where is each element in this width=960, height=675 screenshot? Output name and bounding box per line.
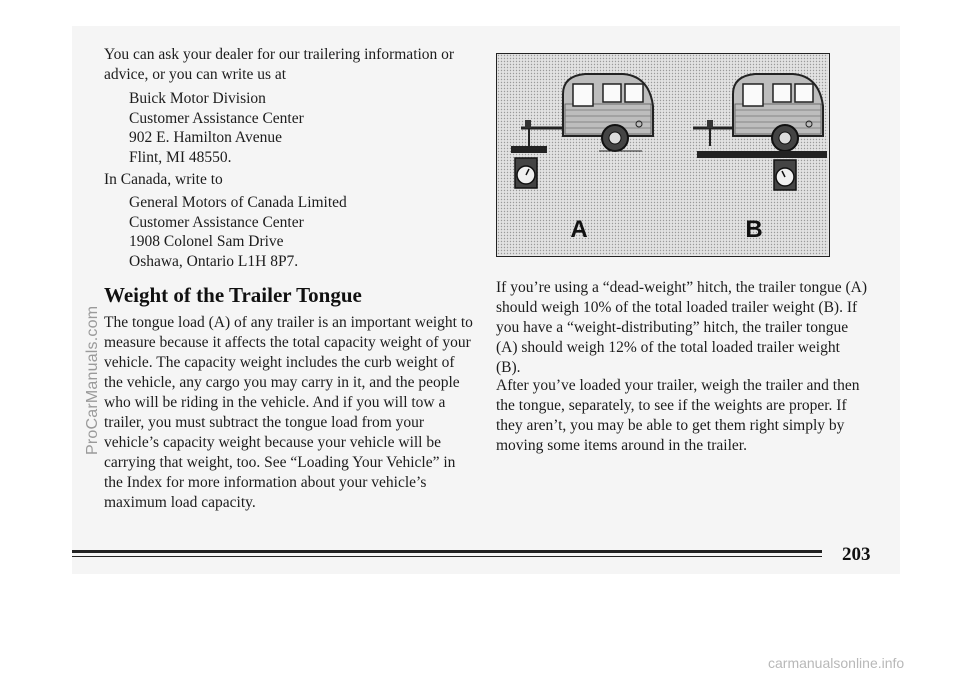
weighing-paragraph: After you’ve loaded your trailer, weigh the trailer and then the tongue, separately, to see if the weights are proper. If they aren’t, you may be able to get them right simply by moving some items around in the trailer.: [496, 377, 860, 454]
address-line: 1908 Colonel Sam Drive: [129, 233, 284, 250]
canada-address: [129, 193, 347, 271]
footer-rule-thin: [72, 556, 822, 557]
address-line: Oshawa, Ontario L1H 8P7.: [129, 252, 299, 270]
us-address: [129, 89, 304, 167]
address-line: Customer Assistance Center: [129, 109, 304, 127]
hitch-weight-paragraph: If you’re using a “dead-weight” hitch, the trailer tongue (A) should weigh 10% of the total loaded trailer weight (B). If you have a “weight-distributing” hitch, the trailer tongue (A) should weigh 12% of the total loaded trailer weight (B).: [496, 279, 867, 376]
address-line: Buick Motor Division: [129, 90, 266, 107]
footer-rule: [72, 550, 822, 553]
trailer-scale-figure: [496, 53, 830, 257]
address-line: Customer Assistance Center: [129, 213, 304, 231]
canada-intro: In Canada, write to: [104, 171, 223, 188]
section-heading: Weight of the Trailer Tongue: [104, 283, 362, 307]
address-line: 902 E. Hamilton Avenue: [129, 129, 282, 146]
page-number: 203: [842, 544, 871, 565]
intro-paragraph: You can ask your dealer for our trailering information or advice, or you can write us at: [104, 46, 455, 83]
side-watermark: ProCarManuals.com: [84, 305, 101, 455]
address-line: General Motors of Canada Limited: [129, 194, 347, 211]
trailer-illustration: [497, 54, 828, 255]
address-line: Flint, MI 48550.: [129, 148, 232, 166]
footer-watermark: carmanualsonline.info: [768, 655, 905, 671]
label-a: A: [570, 216, 588, 243]
tongue-body-paragraph: The tongue load (A) of any trailer is an important weight to measure because it affects the total capacity weight of your vehicle. The capacity weight includes the curb weight of the vehicle, any cargo you may carry in it, and the people who will be riding in the vehicle. And if you will tow a trailer, you must subtract the tongue load from your vehicle’s capacity weight because your vehicle will be carrying that weight, too. See “Loading Your Vehicle” in the Index for more information about your vehicle’s maximum load capacity.: [104, 314, 473, 511]
label-b: B: [745, 216, 763, 243]
